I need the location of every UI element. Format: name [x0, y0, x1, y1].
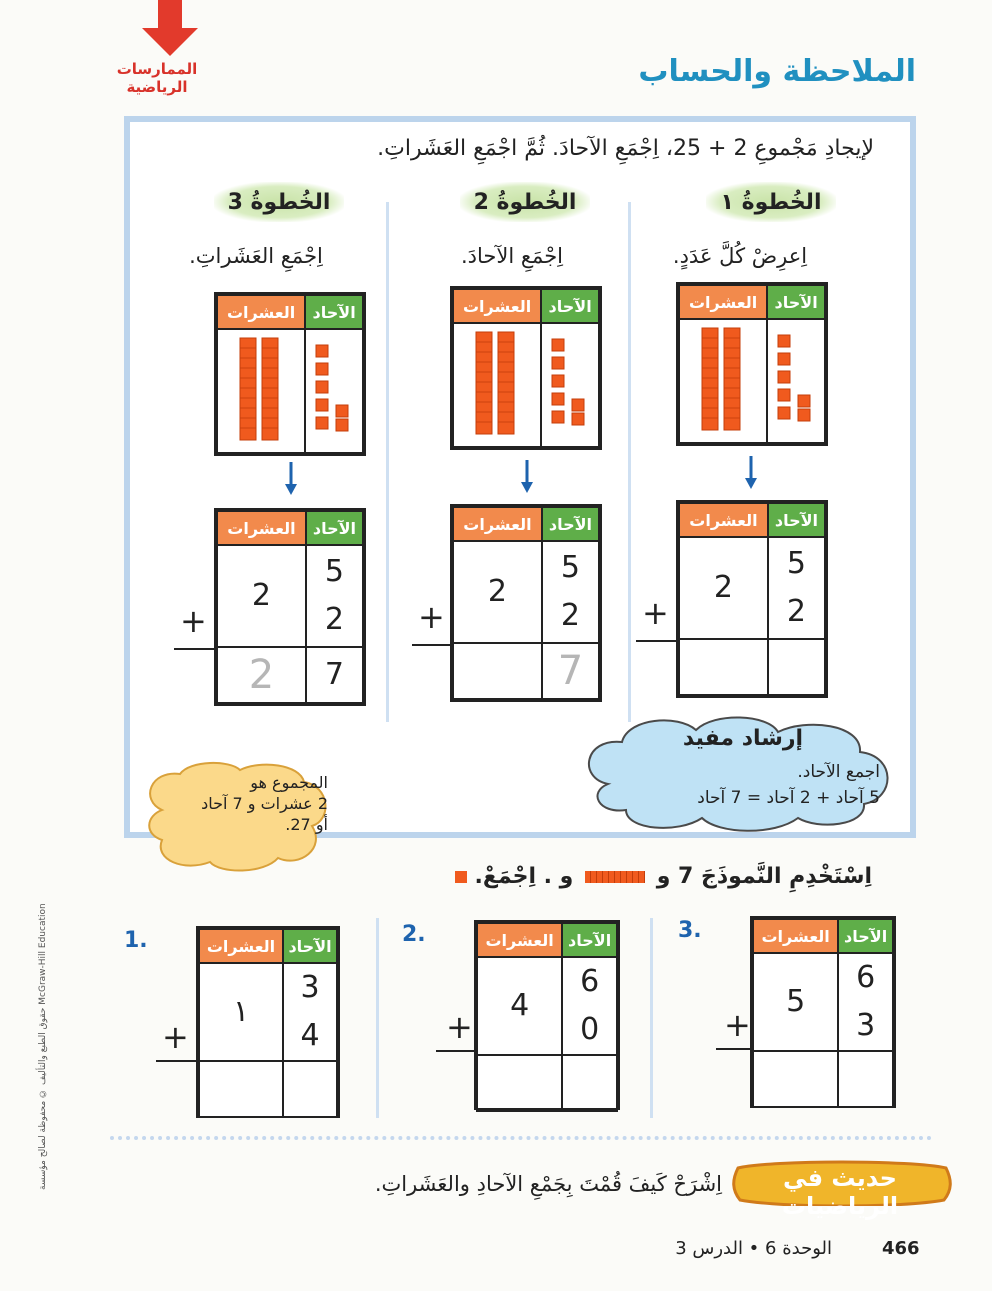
tens-header: العشرات [199, 929, 283, 963]
column-divider [376, 918, 379, 1118]
answer-ones-cell[interactable] [838, 1051, 893, 1107]
tens-digit: ١ [232, 994, 250, 1029]
step-3-text: اِجْمَعِ العَشَراتِ. [189, 244, 323, 268]
problem-number: 1. [124, 928, 148, 953]
ones-digit: 0 [580, 1012, 600, 1047]
answer-tens-cell[interactable] [477, 1055, 562, 1111]
column-divider [386, 202, 389, 722]
down-arrow-icon [284, 462, 298, 496]
practice-instruction: اِسْتَخْدِمِ النَّموذَجَ 7 و و . اِجْمَعْ. [455, 864, 872, 889]
down-arrow-icon [744, 456, 758, 490]
tens-digit: 2 [713, 570, 733, 605]
answer-ones-cell[interactable] [562, 1055, 617, 1111]
ones-header: الآحاد [838, 919, 893, 953]
math-talk-title: حديث في الرياضيات [781, 1164, 899, 1220]
section-separator [110, 1136, 932, 1140]
sum-note: المجموع هو 2 عشرات و 7 آحاد أو 27. [201, 773, 328, 834]
answer-ones-cell[interactable] [283, 1061, 337, 1117]
step-2-label: الخُطوةُ 2 [460, 182, 590, 222]
math-talk-prompt: اِشْرَحْ كَيفَ قُمْتَ بِجَمْعِ الآحادِ والعَشَراتِ. [374, 1172, 722, 1196]
ones-digit: 2 [560, 598, 580, 633]
ones-blocks [767, 319, 825, 443]
problem-number: 3. [678, 918, 702, 943]
down-arrow-icon [520, 460, 534, 494]
step-1-label: الخُطوةُ ١ [706, 182, 836, 222]
sum-line [636, 640, 678, 642]
ones-blocks [541, 323, 599, 447]
sum-line [156, 1060, 198, 1062]
tens-digit: 2 [251, 578, 271, 613]
tens-header: العشرات [453, 507, 542, 541]
place-value-model [214, 292, 366, 456]
unit-cube-icon [548, 333, 592, 433]
tens-digit: 4 [510, 988, 530, 1023]
tens-digit: 5 [786, 984, 806, 1019]
answer-tens-cell[interactable] [753, 1051, 838, 1107]
plus-sign: + [418, 598, 445, 636]
page-title: الملاحظة والحساب [638, 54, 916, 89]
tens-blocks [217, 329, 305, 453]
ones-header: الآحاد [305, 295, 363, 329]
down-arrow-icon [140, 0, 200, 58]
tens-header: العشرات [217, 295, 305, 329]
ones-header: الآحاد [562, 923, 617, 957]
result-ones-digit: 7 [557, 648, 584, 694]
tens-header: العشرات [679, 503, 768, 537]
tens-header: العشرات [753, 919, 838, 953]
ones-digit: 6 [856, 960, 876, 995]
addition-table-step-2 [450, 504, 602, 702]
hint-line-2: 5 آحاد + 2 آحاد = 7 آحاد [697, 788, 880, 808]
tens-header: العشرات [679, 285, 767, 319]
ones-header: الآحاد [767, 285, 825, 319]
column-divider [650, 918, 653, 1118]
ones-digit: 3 [300, 970, 320, 1005]
ones-digit: 2 [324, 602, 344, 637]
ones-digit: 5 [786, 546, 806, 581]
unit-lesson-label: الوحدة 6 • الدرس 3 [675, 1238, 832, 1259]
column-divider [628, 202, 631, 722]
ones-digit: 2 [786, 594, 806, 629]
math-practices-label: الممارسات الرياضية [116, 60, 198, 96]
tens-blocks [679, 319, 767, 443]
ones-blocks [305, 329, 363, 453]
ones-digit: 3 [856, 1008, 876, 1043]
plus-sign: + [446, 1008, 473, 1046]
plus-sign: + [180, 602, 207, 640]
intro-text: لإيجادِ مَجْموعِ 2 + 25، اِجْمَعِ الآحادَ. ثُمَّ اجْمَعِ العَشَراتِ. [377, 136, 874, 161]
ones-header: الآحاد [283, 929, 337, 963]
tens-header: العشرات [453, 289, 541, 323]
sum-line [716, 1048, 752, 1050]
ones-digit: 5 [560, 550, 580, 585]
tens-digit: 2 [487, 574, 507, 609]
unit-cube-icon [774, 329, 818, 429]
plus-sign: + [642, 594, 669, 632]
ones-header: الآحاد [541, 289, 599, 323]
place-value-model [676, 282, 828, 446]
addition-table-step-1 [676, 500, 828, 698]
problem-1-table [196, 926, 340, 1118]
ones-header: الآحاد [768, 503, 825, 537]
page-number: 466 [882, 1238, 920, 1259]
result-cell[interactable] [679, 639, 768, 695]
step-2-text: اِجْمَعِ الآحادَ. [460, 244, 564, 268]
sum-line [412, 644, 452, 646]
hint-title: إرشاد مفيد [682, 726, 804, 751]
result-cell[interactable] [768, 639, 825, 695]
unit-cube-icon [455, 871, 467, 883]
result-tens-digit: 2 [248, 652, 275, 698]
ones-digit: 5 [324, 554, 344, 589]
tens-header: العشرات [477, 923, 562, 957]
step-1-text: اِعرِضْ كُلَّ عَدَدٍ. [672, 244, 808, 268]
ten-rod-icon [698, 326, 748, 432]
sum-line [174, 648, 216, 650]
sum-line [436, 1050, 476, 1052]
problem-3-table [750, 916, 896, 1108]
ones-header: الآحاد [306, 511, 363, 545]
problem-number: 2. [402, 922, 426, 947]
ten-rod-icon [236, 336, 286, 442]
answer-tens-cell[interactable] [199, 1061, 283, 1117]
tens-header: العشرات [217, 511, 306, 545]
addition-table-step-3 [214, 508, 366, 706]
ones-digit: 6 [580, 964, 600, 999]
ones-digit: 4 [300, 1018, 320, 1053]
ten-rod-icon [585, 871, 645, 883]
ten-rod-icon [472, 330, 522, 436]
place-value-model [450, 286, 602, 450]
step-3-label: الخُطوةُ 3 [214, 182, 344, 222]
plus-sign: + [162, 1018, 189, 1056]
tens-blocks [453, 323, 541, 447]
copyright-credit: حقوق الطبع والتأليف © محفوظة لصالح مؤسسة McGraw-Hill Education [38, 903, 48, 1190]
result-ones-digit: 7 [324, 657, 344, 692]
plus-sign: + [724, 1006, 751, 1044]
unit-cube-icon [312, 339, 356, 439]
ones-header: الآحاد [542, 507, 599, 541]
hint-line-1: اجمع الآحاد. [797, 762, 880, 782]
problem-2-table [474, 920, 620, 1110]
